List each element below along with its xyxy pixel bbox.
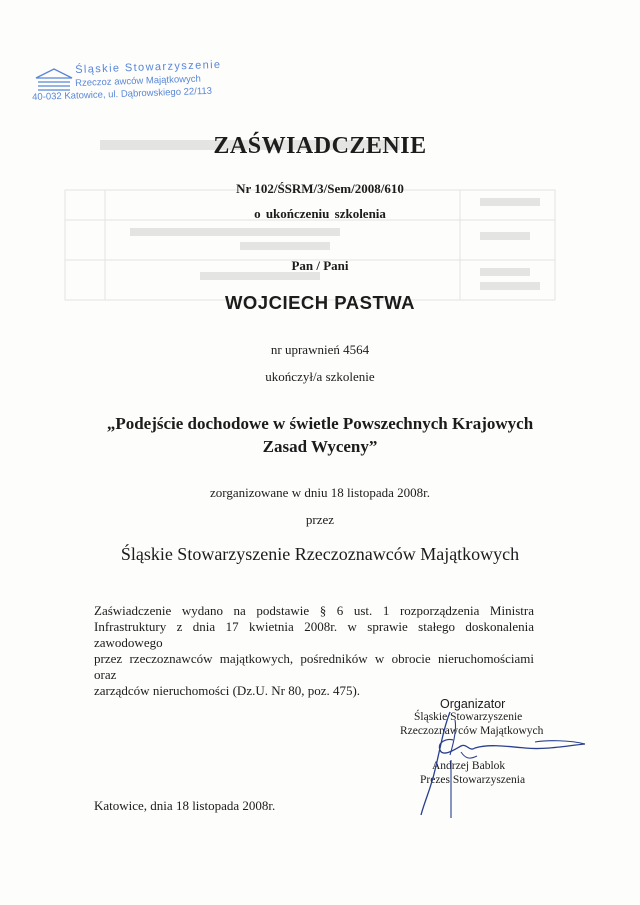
stamp-line-1: Śląskie Stowarzyszenie — [75, 58, 222, 76]
organizer-label: Organizator — [440, 697, 506, 711]
course-title-line-2: Zasad Wyceny” — [262, 437, 378, 456]
building-logo-icon — [34, 66, 74, 92]
stamp-line-3: 40-032 Katowice, ul. Dąbrowskiego 22/113 — [32, 85, 213, 103]
association-stamp — [32, 60, 232, 110]
course-title-line-1: „Podejście dochodowe w świetle Powszechnych Krajowych — [106, 414, 534, 433]
license-number: nr uprawnień 4564 — [270, 342, 370, 357]
completion-statement: ukończył/a szkolenie — [265, 369, 375, 384]
handwritten-signature — [395, 700, 595, 830]
by-label: przez — [305, 512, 335, 527]
certificate-number: Nr 102/ŚSRM/3/Sem/2008/610 — [236, 181, 404, 196]
organizer-name-line-1: Śląskie Stowarzyszenie — [414, 711, 523, 723]
legal-line: Zaświadczenie wydano na podstawie § 6 ust. 1 rozporządzenia Ministra — [94, 603, 534, 618]
recipient-name: WOJCIECH PASTWA — [224, 292, 416, 313]
course-date: zorganizowane w dniu 18 listopada 2008r. — [210, 485, 430, 500]
legal-line: Infrastruktury z dnia 17 kwietnia 2008r. w sprawie stałego doskonalenia zawodowego — [94, 619, 534, 650]
certificate-subtitle: o ukończeniu szkolenia — [254, 206, 386, 221]
certificate-title: ZAŚWIADCZENIE — [213, 133, 427, 159]
signer-role: Prezes Stowarzyszenia — [420, 774, 526, 786]
stamp-line-2: Rzeczoz awców Majątkowych — [75, 73, 201, 89]
organizing-association: Śląskie Stowarzyszenie Rzeczoznawców Majątkowych — [120, 544, 520, 564]
organizer-name-line-2: Rzeczoznawców Majątkowych — [400, 725, 544, 737]
place-and-date: Katowice, dnia 18 listopada 2008r. — [94, 798, 276, 813]
legal-line: przez rzeczoznawców majątkowych, pośredników w obrocie nieruchomościami oraz — [94, 651, 534, 682]
legal-line: zarządców nieruchomości (Dz.U. Nr 80, poz. 475). — [94, 683, 361, 698]
legal-basis-paragraph — [94, 603, 534, 699]
salutation: Pan / Pani — [291, 258, 349, 273]
signer-name: Andrzej Bablok — [432, 760, 506, 772]
